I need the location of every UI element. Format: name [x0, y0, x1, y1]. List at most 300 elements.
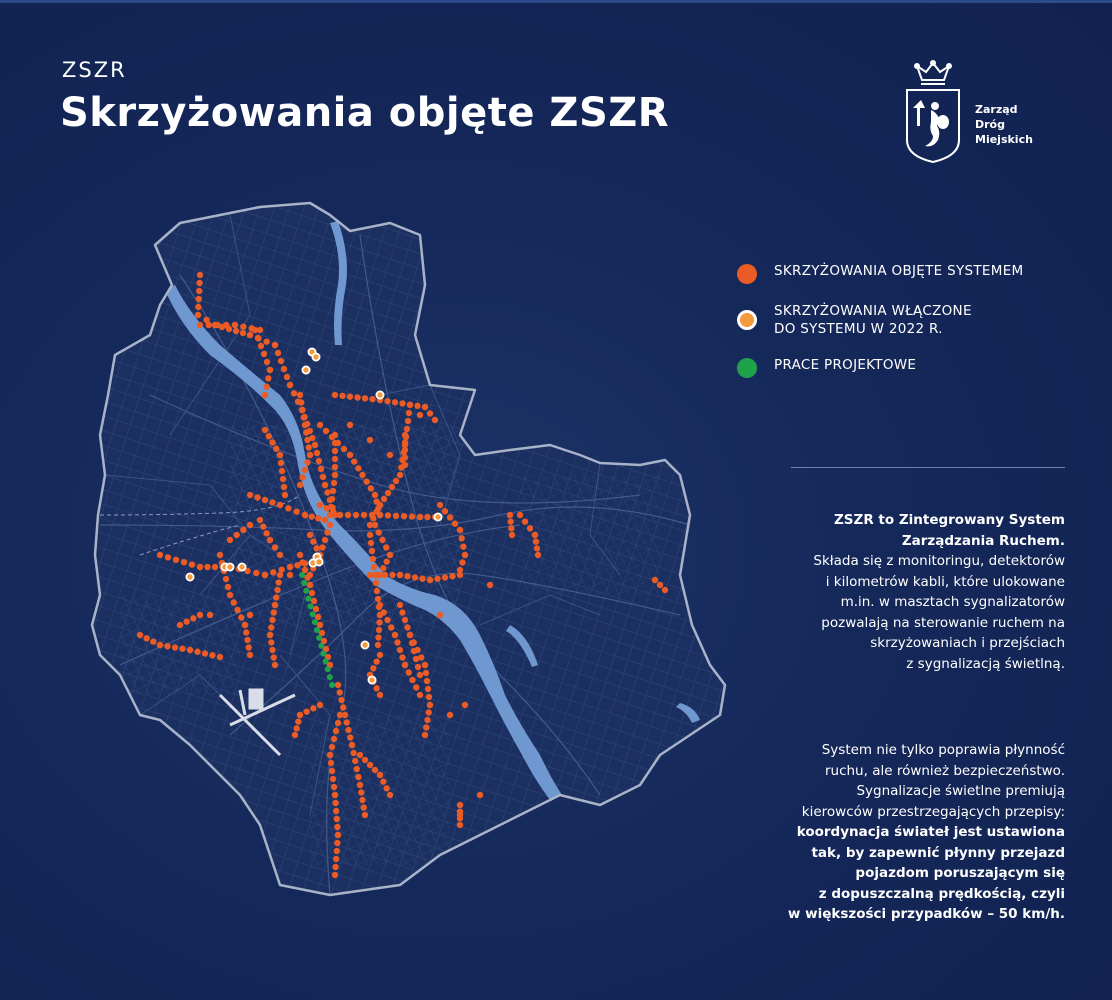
intersection-marker: [459, 559, 465, 565]
intersection-marker: [335, 832, 341, 838]
intersection-marker: [335, 682, 341, 688]
intersection-marker: [308, 513, 314, 519]
design-work-marker: [308, 603, 314, 609]
description-bold-line: pojazdom poruszającym się: [855, 865, 1065, 881]
intersection-marker: [297, 552, 303, 558]
intersection-marker: [449, 573, 455, 579]
description-line: z sygnalizacją świetlną.: [906, 655, 1065, 672]
intersection-marker: [379, 537, 385, 543]
design-work-marker: [318, 643, 324, 649]
intersection-marker: [143, 635, 149, 641]
design-work-marker: [325, 666, 331, 672]
intersection-marker: [332, 472, 338, 478]
intersection-marker: [508, 525, 514, 531]
intersection-marker: [312, 442, 318, 448]
intersection-marker: [315, 515, 321, 521]
intersection-marker: [313, 606, 319, 612]
intersection-marker: [293, 725, 299, 731]
design-work-marker: [312, 619, 318, 625]
intersection-marker: [287, 382, 293, 388]
intersection-marker: [329, 768, 335, 774]
intersection-marker: [285, 505, 291, 511]
description-heading-line: Zarządzania Ruchem.: [901, 532, 1065, 549]
description-bold-line: z dopuszczalną prędkością, czyli: [818, 885, 1065, 902]
intersection-marker: [317, 422, 323, 428]
intersection-marker: [462, 552, 468, 558]
intersection-marker: [275, 350, 281, 356]
intersection-marker: [304, 574, 310, 580]
intersection-marker: [425, 686, 431, 692]
intersection-marker: [212, 564, 218, 570]
intersection-marker: [374, 588, 380, 594]
intersection-marker: [413, 656, 419, 662]
intersection-marker: [277, 502, 283, 508]
intersection-marker: [316, 458, 322, 464]
intersection-marker: [355, 774, 361, 780]
intersection-marker: [260, 523, 266, 529]
intersection-marker: [272, 602, 278, 608]
intersection-marker: [240, 323, 246, 329]
intersection-marker: [311, 598, 317, 604]
intersection-marker: [195, 312, 201, 318]
new-intersection-marker: [361, 641, 368, 648]
new-intersection-marker: [315, 558, 322, 565]
intersection-marker: [406, 410, 412, 416]
intersection-marker: [190, 615, 196, 621]
intersection-marker: [337, 689, 343, 695]
intersection-marker: [157, 552, 163, 558]
intersection-marker: [303, 708, 309, 714]
intersection-marker: [372, 522, 378, 528]
legend-label: PRACE PROJEKTOWE: [774, 357, 917, 373]
intersection-marker: [383, 558, 389, 564]
intersection-marker: [358, 789, 364, 795]
intersection-marker: [345, 727, 351, 733]
description-block: [765, 510, 1065, 674]
legend-item-new-2022: [737, 302, 1077, 338]
intersection-marker: [262, 572, 268, 578]
intersection-marker: [247, 492, 253, 498]
intersection-marker: [263, 338, 269, 344]
intersection-marker: [331, 480, 337, 486]
new-intersection-marker: [226, 563, 233, 570]
intersection-marker: [306, 444, 312, 450]
intersection-marker: [299, 474, 305, 480]
intersection-marker: [402, 462, 408, 468]
intersection-marker: [248, 325, 254, 331]
intersection-marker: [409, 513, 415, 519]
intersection-marker: [341, 446, 347, 452]
green-dot-icon: [737, 358, 757, 378]
intersection-marker: [297, 712, 303, 718]
intersection-marker: [332, 456, 338, 462]
intersection-marker: [532, 532, 538, 538]
intersection-marker: [269, 647, 275, 653]
intersection-marker: [331, 736, 337, 742]
description-bold-line: tak, by zapewnić płynny przejazd: [811, 844, 1065, 861]
page-title: Skrzyżowania objęte ZSZR: [60, 90, 670, 136]
intersection-marker: [223, 322, 229, 328]
intersection-marker: [264, 359, 270, 365]
intersection-marker: [369, 512, 375, 518]
design-work-marker: [314, 627, 320, 633]
intersection-marker: [393, 478, 399, 484]
intersection-marker: [422, 732, 428, 738]
intersection-marker: [388, 624, 394, 630]
intersection-marker: [373, 658, 379, 664]
intersection-marker: [339, 393, 345, 399]
intersection-marker: [323, 505, 329, 511]
intersection-marker: [291, 390, 297, 396]
intersection-marker: [332, 464, 338, 470]
intersection-marker: [368, 540, 374, 546]
intersection-marker: [257, 517, 263, 523]
intersection-marker: [262, 427, 268, 433]
map-legend: [737, 262, 1077, 396]
intersection-marker: [414, 403, 420, 409]
intersection-marker: [447, 712, 453, 718]
intersection-marker: [322, 482, 328, 488]
intersection-marker: [369, 396, 375, 402]
intersection-marker: [196, 280, 202, 286]
intersection-marker: [332, 800, 338, 806]
intersection-marker: [409, 677, 415, 683]
intersection-marker: [402, 447, 408, 453]
intersection-marker: [333, 728, 339, 734]
intersection-marker: [164, 643, 170, 649]
intersection-marker: [179, 646, 185, 652]
intersection-marker: [402, 454, 408, 460]
intersection-marker: [332, 392, 338, 398]
intersection-marker: [424, 678, 430, 684]
intersection-marker: [165, 554, 171, 560]
intersection-marker: [307, 582, 313, 588]
intersection-marker: [340, 704, 346, 710]
intersection-marker: [652, 577, 658, 583]
intersection-marker: [332, 432, 338, 438]
intersection-marker: [258, 343, 264, 349]
intersection-marker: [187, 647, 193, 653]
intersection-marker: [157, 642, 163, 648]
intersection-marker: [310, 538, 316, 544]
intersection-marker: [419, 576, 425, 582]
intersection-marker: [206, 322, 212, 328]
intersection-marker: [381, 609, 387, 615]
intersection-marker: [214, 322, 220, 328]
intersection-marker: [217, 654, 223, 660]
intersection-marker: [389, 572, 395, 578]
intersection-marker: [397, 602, 403, 608]
intersection-marker: [240, 330, 246, 336]
intersection-marker: [273, 594, 279, 600]
intersection-marker: [307, 532, 313, 538]
intersection-marker: [397, 572, 403, 578]
intersection-marker: [362, 812, 368, 818]
new-intersection-marker: [238, 563, 245, 570]
intersection-marker: [223, 576, 229, 582]
intersection-marker: [227, 537, 233, 543]
intersection-marker: [373, 580, 379, 586]
intersection-marker: [231, 599, 237, 605]
intersection-marker: [244, 637, 250, 643]
intersection-marker: [377, 652, 383, 658]
intersection-marker: [332, 792, 338, 798]
intersection-marker: [402, 432, 408, 438]
intersection-marker: [304, 459, 310, 465]
design-work-marker: [299, 572, 305, 578]
intersection-marker: [267, 537, 273, 543]
intersection-marker: [277, 572, 283, 578]
intersection-marker: [278, 460, 284, 466]
intersection-marker: [376, 619, 382, 625]
intersection-marker: [402, 439, 408, 445]
description-line: Składa się z monitoringu, detektorów: [813, 553, 1065, 569]
intersection-marker: [337, 712, 343, 718]
intersection-marker: [295, 718, 301, 724]
design-work-marker: [301, 580, 307, 586]
intersection-marker: [527, 525, 533, 531]
intersection-marker: [404, 426, 410, 432]
intersection-marker: [354, 766, 360, 772]
intersection-marker: [457, 822, 463, 828]
intersection-marker: [204, 564, 210, 570]
intersection-marker: [177, 622, 183, 628]
intersection-marker: [407, 632, 413, 638]
intersection-marker: [361, 512, 367, 518]
intersection-marker: [417, 672, 423, 678]
intersection-marker: [353, 512, 359, 518]
intersection-marker: [273, 446, 279, 452]
intersection-marker: [317, 502, 323, 508]
intersection-marker: [384, 617, 390, 623]
zdm-logo: [903, 60, 1043, 170]
intersection-marker: [233, 532, 239, 538]
intersection-marker: [427, 410, 433, 416]
intersection-marker: [272, 544, 278, 550]
intersection-marker: [363, 478, 369, 484]
intersection-marker: [194, 649, 200, 655]
intersection-marker: [327, 752, 333, 758]
legend-item-design-work: [737, 356, 1077, 378]
intersection-marker: [417, 514, 423, 520]
design-work-marker: [305, 596, 311, 602]
intersection-marker: [271, 654, 277, 660]
intersection-marker: [332, 440, 338, 446]
intersection-marker: [405, 418, 411, 424]
intersection-marker: [350, 750, 356, 756]
intersection-marker: [329, 496, 335, 502]
design-work-marker: [329, 682, 335, 688]
description-line: m.in. w masztach sygnalizatorów: [840, 594, 1065, 610]
intersection-marker: [269, 439, 275, 445]
intersection-marker: [196, 296, 202, 302]
intersection-marker: [371, 564, 377, 570]
intersection-marker: [457, 802, 463, 808]
intersection-marker: [402, 617, 408, 623]
intersection-marker: [417, 412, 423, 418]
intersection-marker: [347, 452, 353, 458]
intersection-marker: [329, 744, 335, 750]
intersection-marker: [387, 552, 393, 558]
new-intersection-marker: [186, 573, 193, 580]
intersection-marker: [243, 629, 249, 635]
intersection-marker: [137, 632, 143, 638]
intersection-marker: [357, 752, 363, 758]
new-intersection-marker: [434, 513, 441, 520]
intersection-marker: [331, 784, 337, 790]
intersection-marker: [195, 304, 201, 310]
intersection-marker: [361, 804, 367, 810]
intersection-marker: [240, 527, 246, 533]
intersection-marker: [287, 572, 293, 578]
intersection-marker: [197, 322, 203, 328]
intersection-marker: [299, 559, 305, 565]
description-line: kierowców przestrzegających przepisy:: [801, 803, 1065, 820]
intersection-marker: [276, 579, 282, 585]
intersection-marker: [535, 552, 541, 558]
intersection-marker: [477, 792, 483, 798]
intersection-marker: [457, 567, 463, 573]
crest-icon: [903, 60, 973, 165]
intersection-marker: [423, 670, 429, 676]
intersection-marker: [330, 488, 336, 494]
intersection-marker: [367, 437, 373, 443]
intersection-marker: [279, 468, 285, 474]
intersection-marker: [377, 572, 383, 578]
intersection-marker: [330, 508, 336, 514]
intersection-marker: [150, 638, 156, 644]
new-intersection-marker: [302, 366, 309, 373]
intersection-marker: [354, 394, 360, 400]
intersection-marker: [267, 632, 273, 638]
intersection-marker: [202, 650, 208, 656]
intersection-marker: [381, 496, 387, 502]
intersection-marker: [253, 570, 259, 576]
intersection-marker: [335, 720, 341, 726]
intersection-marker: [404, 573, 410, 579]
intersection-marker: [434, 576, 440, 582]
intersection-marker: [426, 709, 432, 715]
intersection-marker: [207, 612, 213, 618]
intersection-marker: [181, 559, 187, 565]
intersection-marker: [269, 617, 275, 623]
intersection-marker: [309, 590, 315, 596]
legend-label: SKRZYŻOWANIA WŁĄCZONE DO SYSTEMU W 2022 R.: [774, 303, 972, 337]
intersection-marker: [423, 724, 429, 730]
intersection-marker: [183, 618, 189, 624]
intersection-marker: [334, 840, 340, 846]
logo-line: Zarząd: [975, 103, 1018, 116]
legend-item-intersections: [737, 262, 1077, 284]
intersection-marker: [422, 662, 428, 668]
intersection-marker: [347, 393, 353, 399]
intersection-marker: [262, 392, 268, 398]
intersection-marker: [298, 399, 304, 405]
intersection-marker: [533, 538, 539, 544]
intersection-marker: [352, 758, 358, 764]
intersection-marker: [266, 433, 272, 439]
intersection-marker: [399, 609, 405, 615]
description-line: skrzyżowaniach i przejściach: [870, 635, 1065, 651]
intersection-marker: [424, 514, 430, 520]
intersection-marker: [387, 792, 393, 798]
intersection-marker: [351, 458, 357, 464]
intersection-marker: [344, 719, 350, 725]
intersection-marker: [458, 535, 464, 541]
description-line: ruchu, ale również bezpieczeństwo.: [824, 762, 1065, 779]
description-bold-line: koordynacja świateł jest ustawiona: [796, 824, 1065, 840]
intersection-marker: [370, 665, 376, 671]
intersection-marker: [426, 694, 432, 700]
intersection-marker: [323, 428, 329, 434]
intersection-marker: [392, 632, 398, 638]
intersection-marker: [397, 472, 403, 478]
intersection-marker: [247, 332, 253, 338]
intersection-marker: [324, 489, 330, 495]
intersection-marker: [268, 639, 274, 645]
intersection-marker: [509, 532, 515, 538]
intersection-marker: [413, 684, 419, 690]
intersection-marker: [437, 612, 443, 618]
intersection-marker: [232, 322, 238, 328]
intersection-marker: [261, 351, 267, 357]
intersection-marker: [367, 762, 373, 768]
intersection-marker: [345, 512, 351, 518]
intersection-marker: [209, 652, 215, 658]
intersection-marker: [310, 705, 316, 711]
intersection-marker: [385, 490, 391, 496]
intersection-marker: [263, 383, 269, 389]
intersection-marker: [422, 404, 428, 410]
intersection-marker: [302, 422, 308, 428]
intersection-marker: [370, 556, 376, 562]
intersection-marker: [460, 543, 466, 549]
intersection-marker: [330, 776, 336, 782]
intersection-marker: [389, 484, 395, 490]
intersection-marker: [380, 565, 386, 571]
intersection-marker: [367, 532, 373, 538]
description-heading-line: ZSZR to Zintegrowany System: [834, 512, 1065, 528]
design-work-marker: [316, 635, 322, 641]
intersection-marker: [442, 508, 448, 514]
intersection-marker: [657, 582, 663, 588]
intersection-marker: [372, 492, 378, 498]
intersection-marker: [337, 512, 343, 518]
intersection-marker: [297, 392, 303, 398]
intersection-marker: [319, 544, 325, 550]
design-work-marker: [323, 658, 329, 664]
intersection-marker: [304, 437, 310, 443]
new-intersection-marker: [376, 391, 383, 398]
design-work-marker: [320, 651, 326, 657]
intersection-marker: [271, 609, 277, 615]
intersection-marker: [268, 624, 274, 630]
intersection-marker: [277, 552, 283, 558]
intersection-marker: [662, 587, 668, 593]
intersection-marker: [385, 512, 391, 518]
intersection-marker: [452, 521, 458, 527]
intersection-marker: [322, 537, 328, 543]
intersection-marker: [427, 577, 433, 583]
intersection-marker: [254, 494, 260, 500]
intersection-marker: [369, 548, 375, 554]
intersection-marker: [376, 529, 382, 535]
intersection-marker: [301, 414, 307, 420]
intersection-marker: [347, 734, 353, 740]
intersection-marker: [262, 497, 268, 503]
intersection-marker: [517, 512, 523, 518]
intersection-marker: [380, 778, 386, 784]
